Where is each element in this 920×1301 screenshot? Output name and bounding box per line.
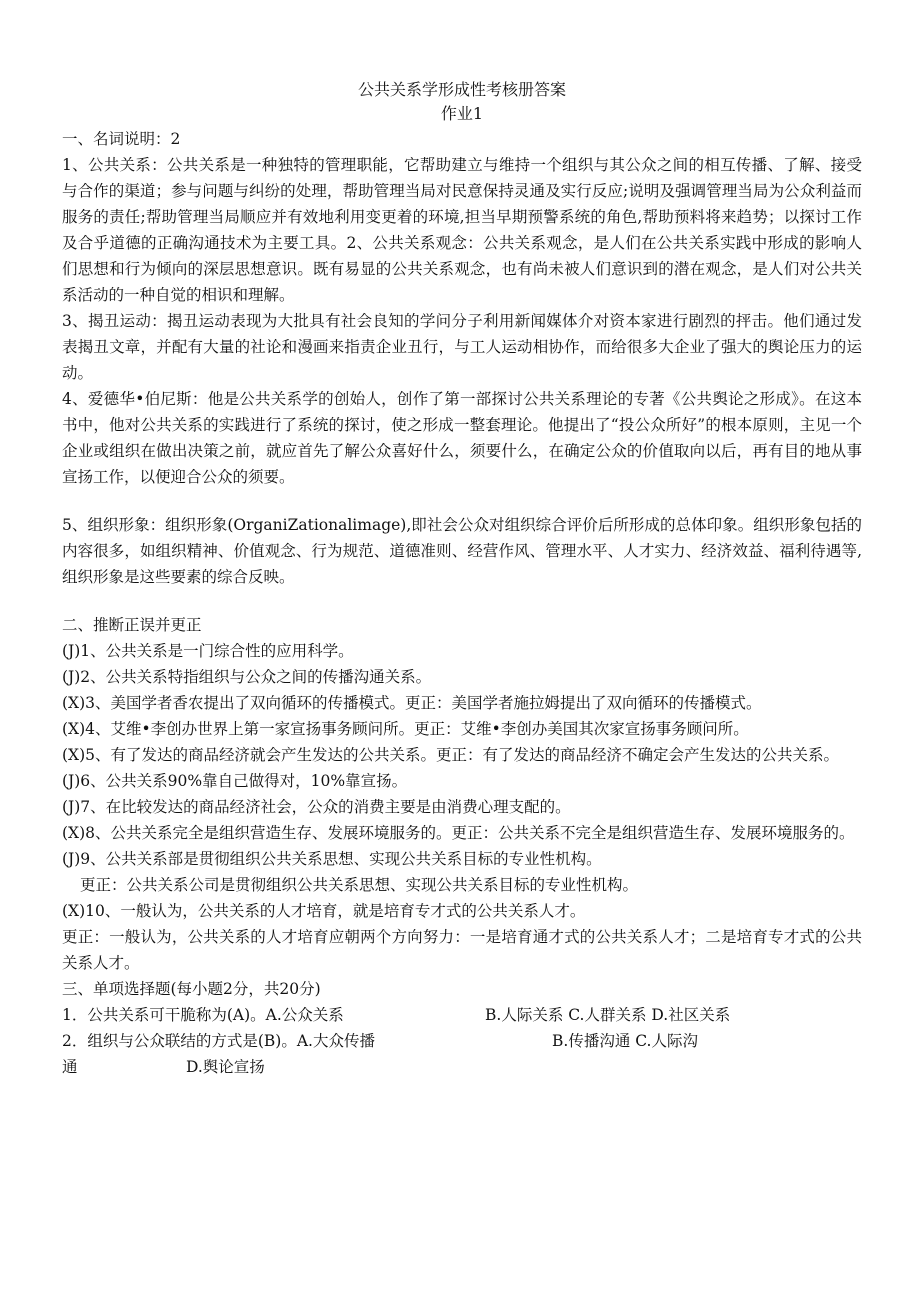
judgement-item-9: (J)9、公共关系部是贯彻组织公共关系思想、实现公共关系目标的专业性机构。 (62, 850, 602, 868)
definition-edward-bernays: 4、爱德华•伯尼斯：他是公共关系学的创始人，创作了第一部探讨公共关系理论的专著《公共舆论之形成》。在这本书中，他对公共关系的实践进行了系统的探讨，使之形成一整套理论。他提出了“投公众所好”的根本原则，主见一个企业或组织在做出决策之前，就应首先了解公众喜好什么，须要什么，在确定公众的价值取向以后，再有目的地从事宣扬工作，以便迎合公众的须要。 (62, 390, 862, 486)
definition-organizational-image: 5、组织形象：组织形象(OrganiZationalimage),即社会公众对组织综合评价后所形成的总体印象。组织形象包括的内容很多，如组织精神、价值观念、行为规范、道德准则、经营作风、管理水平、人才实力、经济效益、福利待遇等,组织形象是这些要素的综合反映。 (62, 516, 862, 586)
choice-question-2-option-d: D.舆论宣扬 (186, 1058, 265, 1076)
document-subtitle: 作业1 (440, 104, 484, 123)
definition-public-relations: 1、公共关系：公共关系是一种独特的管理职能，它帮助建立与维持一个组织与其公众之间的相互传播、了解、接受与合作的渠道；参与问题与纠纷的处理，帮助管理当局对民意保持灵通及实行反应;说明及强调管理当局为公众利益而服务的责任;帮助管理当局顺应并有效地利用变更着的环境,担当早期预警系统的角色,帮助预料将来趋势；以探讨工作及合乎道德的正确沟通技术为主要工具。2、公共关系观念：公共关系观念，是人们在公共关系实践中形成的影响人们思想和行为倾向的深层思想意识。既有易显的公共关系观念，也有尚未被人们意识到的潜在观念，是人们对公共关系活动的一种自觉的相识和理解。 (62, 156, 862, 304)
judgement-item-10: (X)10、一般认为，公共关系的人才培育，就是培育专才式的公共关系人才。 (62, 902, 586, 920)
judgement-item-2: (J)2、公共关系特指组织与公众之间的传播沟通关系。 (62, 668, 432, 686)
section-heading-true-false: 二、推断正误并更正 (62, 616, 202, 634)
section-heading-multiple-choice: 三、单项选择题(每小题2分，共20分) (62, 980, 321, 998)
choice-question-2-options: B.传播沟通 C.人际沟 (552, 1032, 698, 1050)
judgement-item-7: (J)7、在比较发达的商品经济社会，公众的消费主要是由消费心理支配的。 (62, 798, 571, 816)
judgement-item-5: (X)5、有了发达的商品经济就会产生发达的公共关系。更正：有了发达的商品经济不确定会产生发达的公共关系。 (62, 746, 839, 764)
judgement-item-10-correction: 更正：一般认为，公共关系的人才培育应朝两个方向努力：一是培育通才式的公共关系人才；二是培育专才式的公共关系人才。 (62, 928, 862, 972)
definition-muckraking: 3、揭丑运动：揭丑运动表现为大批具有社会良知的学问分子利用新闻媒体介对资本家进行剧烈的抨击。他们通过发表揭丑文章，并配有大量的社论和漫画来指责企业丑行，与工人运动相协作，而给很多大企业了强大的舆论压力的运动。 (62, 312, 862, 382)
judgement-item-3: (X)3、美国学者香农提出了双向循环的传播模式。更正：美国学者施拉姆提出了双向循环的传播模式。 (62, 694, 762, 712)
choice-question-2-wrap: 通 (62, 1058, 78, 1076)
choice-question-2-stem: 2．组织与公众联结的方式是(B)。A.大众传播 (62, 1032, 375, 1050)
choice-question-1-stem: 1．公共关系可干脆称为(A)。A.公众关系 (62, 1006, 344, 1024)
document-page (62, 78, 862, 1080)
choice-question-1-options: B.人际关系 C.人群关系 D.社区关系 (485, 1006, 731, 1024)
choice-question-1 (62, 1002, 862, 1028)
judgement-item-8: (X)8、公共关系完全是组织营造生存、发展环境服务的。更正：公共关系不完全是组织营造生存、发展环境服务的。 (62, 824, 855, 842)
choice-question-2-continued (62, 1054, 862, 1080)
judgement-item-1: (J)1、公共关系是一门综合性的应用科学。 (62, 642, 354, 660)
section-heading-definitions: 一、名词说明：2 (62, 130, 181, 148)
judgement-item-9-correction: 更正：公共关系公司是贯彻组织公共关系思想、实现公共关系目标的专业性机构。 (80, 876, 639, 894)
document-title: 公共关系学形成性考核册答案 (357, 80, 566, 99)
judgement-item-6: (J)6、公共关系90%靠自己做得对，10%靠宣扬。 (62, 772, 408, 790)
choice-question-2 (62, 1028, 862, 1054)
judgement-item-4: (X)4、艾维•李创办世界上第一家宣扬事务顾问所。更正：艾维•李创办美国其次家宣扬事务顾问所。 (62, 720, 749, 738)
